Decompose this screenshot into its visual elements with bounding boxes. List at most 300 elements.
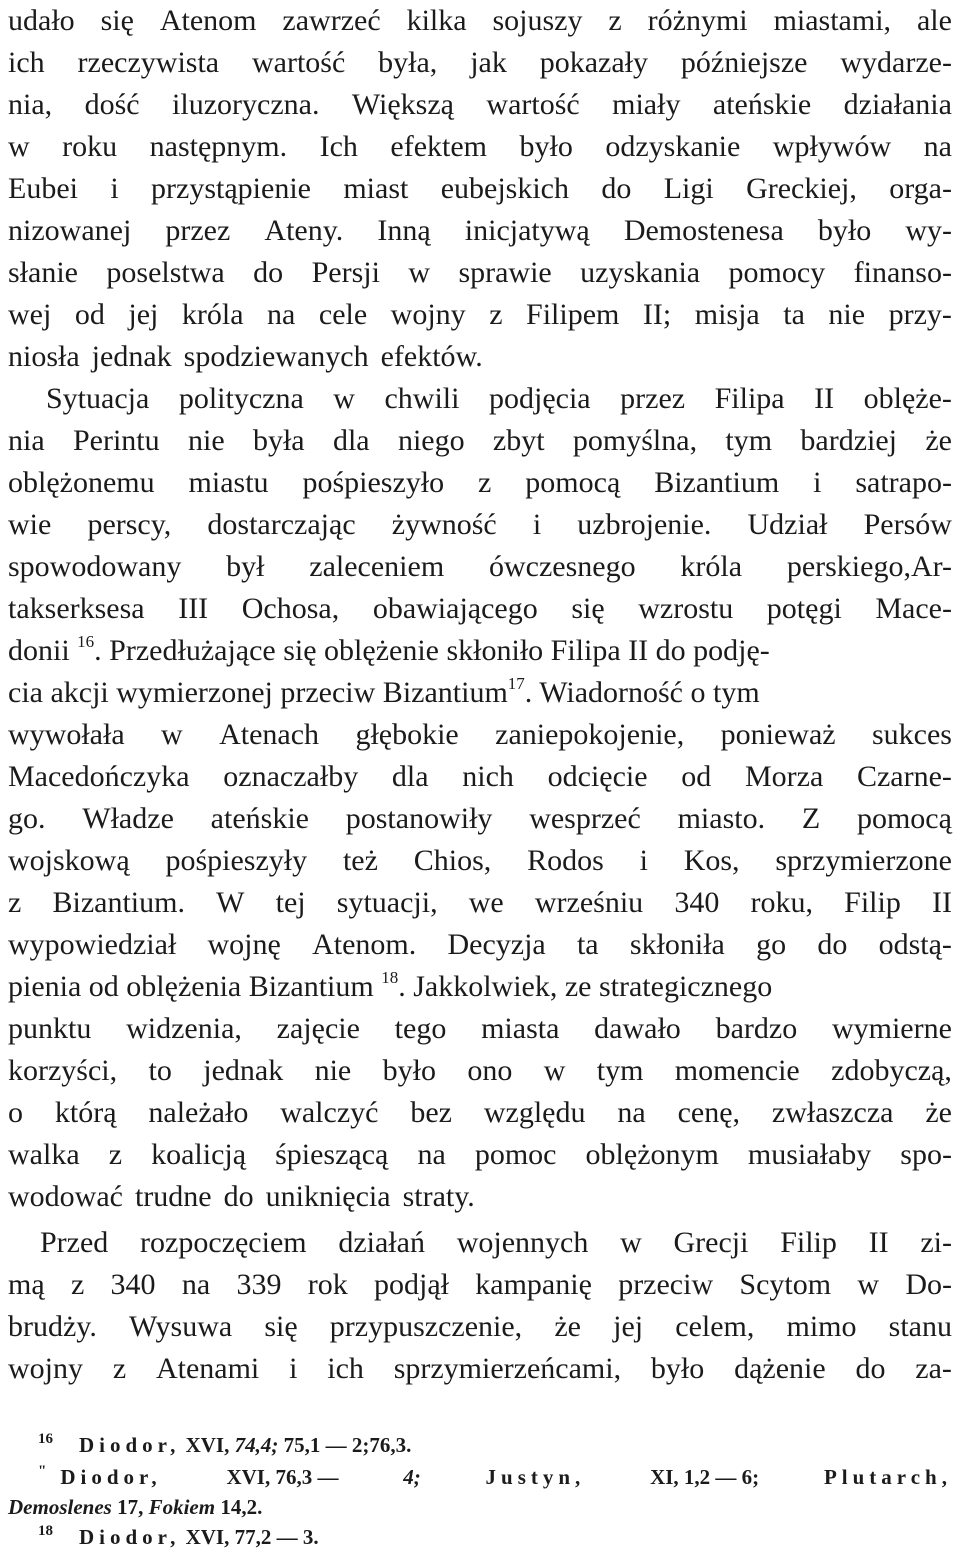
- word: oblężonym: [585, 1138, 719, 1171]
- text-line: [8, 42, 952, 84]
- word: Większą: [351, 88, 454, 121]
- word: bez: [410, 1096, 452, 1129]
- word: koalicją: [151, 1138, 247, 1171]
- word: do: [855, 1352, 886, 1385]
- word: Perintu: [72, 424, 160, 457]
- word: z: [478, 466, 492, 499]
- text-line: [8, 1264, 952, 1306]
- word: nie: [314, 1054, 352, 1087]
- word: z: [70, 1268, 85, 1301]
- word: satrapo-: [855, 466, 952, 499]
- word: miasto.: [677, 802, 766, 835]
- word: stanu: [888, 1310, 952, 1343]
- word: Inną: [377, 214, 431, 247]
- word: wojennych: [456, 1226, 589, 1259]
- word: wie: [8, 508, 52, 541]
- word: potęgi: [766, 592, 842, 625]
- word: polityczna: [178, 382, 304, 415]
- word: finanso-: [853, 256, 952, 289]
- word: dostarczając: [207, 508, 356, 541]
- word: spodziewanych: [183, 340, 369, 373]
- text-line: [8, 924, 952, 966]
- word: też: [342, 844, 378, 877]
- text-line: [8, 1008, 952, 1050]
- word: nizowanej: [8, 214, 132, 247]
- word: nia: [8, 424, 45, 457]
- word: Atenom.: [312, 928, 417, 961]
- word: jednak: [203, 1054, 284, 1087]
- word: zbyt: [492, 424, 545, 457]
- word: brudży.: [8, 1310, 97, 1343]
- text-line: [8, 714, 952, 756]
- word: należało: [148, 1096, 249, 1129]
- word: do: [601, 172, 632, 205]
- word: obawiającego: [372, 592, 538, 625]
- word: rozpoczęciem: [140, 1226, 307, 1259]
- word: postanowiły: [345, 802, 493, 835]
- word: Ateny.: [264, 214, 344, 247]
- word: iluzoryczna.: [172, 88, 320, 121]
- word: podjął: [374, 1268, 449, 1301]
- word: sprzymierzone: [775, 844, 952, 877]
- footnote-18: $^{18}$ Diodor, XVI, 77,2 — 3.: [38, 1523, 319, 1549]
- word: zdobyczą,: [831, 1054, 952, 1087]
- word: różnymi: [647, 4, 748, 37]
- word: inicjatywą: [464, 214, 590, 247]
- word: ale: [916, 4, 952, 37]
- word: pomoc: [474, 1138, 557, 1171]
- word: ich: [8, 46, 45, 79]
- word: 339: [236, 1268, 282, 1301]
- word: Eubei: [8, 172, 78, 205]
- word: trudne: [134, 1180, 212, 1213]
- word: Do-: [905, 1268, 952, 1301]
- word: pomyślna,: [572, 424, 698, 457]
- text-segment: donii $^{16}$. Przedłużające się oblężenie skłoniło Filipa II do podję-: [8, 632, 770, 667]
- word: podjęcia: [489, 382, 591, 415]
- word: się: [571, 592, 605, 625]
- word: pośpieszyło: [302, 466, 445, 499]
- word: z: [608, 4, 622, 37]
- text-line: [8, 966, 952, 1008]
- word: przypuszczenie,: [329, 1310, 523, 1343]
- word: z: [112, 1352, 127, 1385]
- text-line: [8, 168, 952, 210]
- word: z: [108, 1138, 123, 1171]
- word: działania: [843, 88, 952, 121]
- word: nich: [462, 760, 514, 793]
- text-line: [8, 294, 952, 336]
- word: walczyć: [280, 1096, 379, 1129]
- word: jej: [613, 1310, 644, 1343]
- word: Filip: [844, 886, 901, 919]
- word: że: [925, 424, 952, 457]
- word: widzenia,: [126, 1012, 242, 1045]
- word: z: [8, 886, 22, 919]
- word: W: [216, 886, 245, 919]
- text-line: [8, 0, 952, 42]
- word: pomocą: [525, 466, 621, 499]
- word: Grecji: [673, 1226, 749, 1259]
- word: oznaczałby: [223, 760, 359, 793]
- word: i: [639, 844, 648, 877]
- word: w: [161, 718, 183, 751]
- word: przy-: [888, 298, 952, 331]
- word: Filip: [780, 1226, 837, 1259]
- word: miały: [612, 88, 681, 121]
- word: Filipem: [526, 298, 620, 331]
- word: króla: [181, 298, 244, 331]
- word: wojny: [8, 1352, 83, 1385]
- footnote-ref: 18: [381, 968, 399, 987]
- word: III: [178, 592, 209, 625]
- word: Morza: [744, 760, 824, 793]
- word: w: [408, 256, 431, 289]
- word: efektem: [390, 130, 488, 163]
- word: się: [100, 4, 134, 37]
- word: na: [181, 1268, 211, 1301]
- word: z: [489, 298, 503, 331]
- word: dla: [391, 760, 429, 793]
- word: Rodos: [527, 844, 604, 877]
- text-line: [8, 126, 952, 168]
- text-line: [40, 1222, 952, 1264]
- word: perskiego,Ar-: [786, 550, 952, 583]
- word: Wysuwa: [129, 1310, 233, 1343]
- word: eubejskich: [440, 172, 569, 205]
- word: do: [253, 256, 284, 289]
- word: zajęcie: [276, 1012, 360, 1045]
- word: wzrostu: [638, 592, 734, 625]
- word: Udział: [747, 508, 828, 541]
- word: wartość: [486, 88, 580, 121]
- word: tej: [275, 886, 306, 919]
- word: na: [617, 1096, 646, 1129]
- word: zaniepokojenie,: [495, 718, 685, 751]
- word: nie: [828, 298, 866, 331]
- word: II: [868, 1226, 889, 1259]
- word: Władze: [82, 802, 174, 835]
- text-line: [8, 546, 952, 588]
- word: dawało: [594, 1012, 681, 1045]
- word: korzyści,: [8, 1054, 118, 1087]
- word: przez: [620, 382, 686, 415]
- word: orga-: [889, 172, 952, 205]
- footnote-17: " Diodor, XVI, 76,3 — 4; Justyn, XI, 1,2 — 6; Plutarch,: [38, 1463, 952, 1489]
- word: go: [756, 928, 787, 961]
- word: którą: [54, 1096, 117, 1129]
- word: ta: [783, 298, 805, 331]
- word: Ligi: [663, 172, 714, 205]
- word: Z: [801, 802, 821, 835]
- text-line: [8, 1176, 952, 1218]
- text-line: [8, 420, 952, 462]
- text-line: [8, 1306, 952, 1348]
- word: w: [620, 1226, 642, 1259]
- word: uzyskania: [580, 256, 701, 289]
- word: momencie: [674, 1054, 800, 1087]
- word: wej: [8, 298, 52, 331]
- word: Persów: [863, 508, 952, 541]
- word: sytuacji,: [336, 886, 438, 919]
- word: skłoniła: [629, 928, 725, 961]
- word: wodować: [8, 1180, 123, 1213]
- word: jej: [128, 298, 159, 331]
- footnote-17-continued: Demoslenes 17, Fokiem 14,2.: [8, 1495, 263, 1519]
- word: na: [267, 298, 296, 331]
- word: bardziej: [800, 424, 898, 457]
- word: był: [226, 550, 265, 583]
- word: bardzo: [715, 1012, 798, 1045]
- word: uniknięcia: [265, 1180, 391, 1213]
- word: punktu: [8, 1012, 92, 1045]
- text-line: [8, 462, 952, 504]
- word: Sytuacja: [46, 382, 150, 415]
- word: wywołała: [8, 718, 125, 751]
- word: we: [468, 886, 504, 919]
- word: poselstwa: [106, 256, 225, 289]
- word: i: [532, 508, 542, 541]
- word: to: [148, 1054, 172, 1087]
- word: i: [289, 1352, 298, 1385]
- word: celem,: [675, 1310, 755, 1343]
- footnote-ref: 17: [507, 674, 525, 693]
- word: perscy,: [87, 508, 172, 541]
- word: o: [8, 1096, 23, 1129]
- word: pośpieszyły: [165, 844, 308, 877]
- word: tym: [725, 424, 773, 457]
- word: jak: [470, 46, 507, 79]
- text-segment: pienia od oblężenia Bizantium $^{18}$. Jakkolwiek, ze strategicznego: [8, 968, 773, 1003]
- word: oblężonemu: [8, 466, 155, 499]
- word: miasta: [481, 1012, 560, 1045]
- text-line: [8, 1134, 952, 1176]
- word: Decyzja: [447, 928, 546, 961]
- text-line: [8, 882, 952, 924]
- word: dążenie: [734, 1352, 826, 1385]
- word: Bizantium: [654, 466, 780, 499]
- word: wpływów: [772, 130, 892, 163]
- text-line: [8, 798, 952, 840]
- word: miastu: [188, 466, 269, 499]
- word: sprzymierzeńcami,: [393, 1352, 622, 1385]
- word: się: [264, 1310, 298, 1343]
- word: niego: [397, 424, 465, 457]
- word: od: [74, 298, 105, 331]
- word: do: [223, 1180, 254, 1213]
- word: ateńskie: [210, 802, 309, 835]
- word: II: [932, 886, 952, 919]
- word: Greckiej,: [746, 172, 857, 205]
- word: w: [8, 130, 30, 163]
- text-line: [8, 756, 952, 798]
- word: i: [110, 172, 119, 205]
- text-line: [8, 1050, 952, 1092]
- word: dla: [332, 424, 370, 457]
- footnote-ref: 16: [77, 632, 95, 651]
- word: że: [925, 1096, 952, 1129]
- word: Przed: [40, 1226, 109, 1259]
- text-line: [8, 210, 952, 252]
- word: na: [923, 130, 952, 163]
- word: ateńskie: [712, 88, 812, 121]
- word: Atenach: [219, 718, 320, 751]
- word: 340: [674, 886, 720, 919]
- word: że: [554, 1310, 581, 1343]
- word: zaleceniem: [309, 550, 445, 583]
- word: roku,: [750, 886, 813, 919]
- word: słanie: [8, 256, 78, 289]
- word: ponieważ: [720, 718, 836, 751]
- text-line: [8, 1092, 952, 1134]
- word: II: [814, 382, 835, 415]
- text-line: [8, 840, 952, 882]
- word: spo-: [900, 1138, 952, 1171]
- word: za-: [915, 1352, 952, 1385]
- word: Chios,: [413, 844, 492, 877]
- word: rzeczywista: [77, 46, 220, 79]
- word: wy-: [905, 214, 952, 247]
- word: cele: [318, 298, 368, 331]
- word: mimo: [786, 1310, 857, 1343]
- word: 340: [110, 1268, 156, 1301]
- word: tego: [394, 1012, 447, 1045]
- word: wydarze-: [840, 46, 952, 79]
- word: pomocą: [856, 802, 952, 835]
- word: straty.: [402, 1180, 475, 1213]
- text-line: [8, 588, 952, 630]
- text-line: [8, 630, 952, 672]
- word: odzyskanie: [605, 130, 741, 163]
- word: do: [817, 928, 848, 961]
- word: głębokie: [355, 718, 459, 751]
- word: przeciw: [618, 1268, 714, 1301]
- word: w: [543, 1054, 566, 1087]
- word: roku: [62, 130, 118, 163]
- word: ówczesnego: [488, 550, 636, 583]
- word: kampanię: [475, 1268, 592, 1301]
- word: Filipa: [714, 382, 785, 415]
- word: Bizantium.: [52, 886, 185, 919]
- word: wrześniu: [534, 886, 644, 919]
- word: wojnę: [207, 928, 281, 961]
- word: przez: [165, 214, 231, 247]
- word: następnym.: [149, 130, 288, 163]
- word: miast: [343, 172, 409, 205]
- word: ich: [327, 1352, 364, 1385]
- text-line: [46, 378, 952, 420]
- word: miastami,: [773, 4, 892, 37]
- text-line: [8, 672, 952, 714]
- word: sojuszy: [492, 4, 583, 37]
- word: wypowiedział: [8, 928, 177, 961]
- word: Atenom: [159, 4, 257, 37]
- word: pokazały: [539, 46, 648, 79]
- word: oblęże-: [863, 382, 952, 415]
- word: była,: [378, 46, 438, 79]
- word: jednak: [91, 340, 172, 373]
- text-line: [8, 336, 952, 378]
- word: pomocy: [728, 256, 826, 289]
- word: udało: [8, 4, 75, 37]
- word: Scytom: [739, 1268, 832, 1301]
- word: Czarne-: [856, 760, 952, 793]
- word: odcięcie: [547, 760, 648, 793]
- word: Kos,: [683, 844, 740, 877]
- word: Ochosa,: [241, 592, 340, 625]
- word: uzbrojenie.: [577, 508, 712, 541]
- word: nia,: [8, 88, 53, 121]
- word: zi-: [920, 1226, 952, 1259]
- word: II;: [642, 298, 672, 331]
- text-line: [8, 1348, 952, 1390]
- word: na: [417, 1138, 446, 1171]
- word: było: [519, 130, 573, 163]
- word: Ich: [319, 130, 358, 163]
- word: było: [382, 1054, 436, 1087]
- word: chwili: [384, 382, 460, 415]
- text-line: [8, 84, 952, 126]
- word: króla: [680, 550, 743, 583]
- word: wojskową: [8, 844, 130, 877]
- text-line: [8, 504, 952, 546]
- word: przystąpienie: [151, 172, 311, 205]
- word: misja: [694, 298, 760, 331]
- word: cenę,: [677, 1096, 741, 1129]
- word: wymierne: [831, 1012, 952, 1045]
- word: odstą-: [878, 928, 952, 961]
- word: wartość: [251, 46, 346, 79]
- word: i: [813, 466, 822, 499]
- word: wojny: [390, 298, 466, 331]
- word: efektów.: [380, 340, 483, 373]
- word: było: [650, 1352, 705, 1385]
- word: kilka: [406, 4, 467, 37]
- word: mą: [8, 1268, 45, 1301]
- word: było: [817, 214, 872, 247]
- word: takserksesa: [8, 592, 145, 625]
- word: go.: [8, 802, 46, 835]
- word: Persji: [311, 256, 380, 289]
- word: walka: [8, 1138, 80, 1171]
- word: dość: [84, 88, 140, 121]
- word: rok: [307, 1268, 348, 1301]
- word: sukces: [871, 718, 952, 751]
- word: wesprzeć: [529, 802, 641, 835]
- text-segment: cia akcji wymierzonej przeciw Bizantium$^{17}$. Wiadorność o tym: [8, 674, 760, 709]
- word: w: [333, 382, 355, 415]
- word: działań: [338, 1226, 425, 1259]
- word: względu: [483, 1096, 586, 1129]
- word: Macedończyka: [8, 760, 190, 793]
- word: żywność: [391, 508, 497, 541]
- word: w: [857, 1268, 880, 1301]
- word: Mace-: [875, 592, 952, 625]
- word: sprawie: [458, 256, 552, 289]
- word: od: [681, 760, 712, 793]
- footnote-16: $^{16}$ Diodor, XVI, 74,4; 75,1 — 2;76,3.: [38, 1431, 412, 1457]
- word: ono: [467, 1054, 513, 1087]
- word: śpieszącą: [275, 1138, 389, 1171]
- word: Atenami: [155, 1352, 260, 1385]
- word: musiałaby: [747, 1138, 872, 1171]
- text-line: [8, 252, 952, 294]
- word: tym: [596, 1054, 644, 1087]
- word: późniejsze: [680, 46, 808, 79]
- word: zwłaszcza: [771, 1096, 894, 1129]
- word: niosła: [8, 340, 80, 373]
- word: nie: [187, 424, 225, 457]
